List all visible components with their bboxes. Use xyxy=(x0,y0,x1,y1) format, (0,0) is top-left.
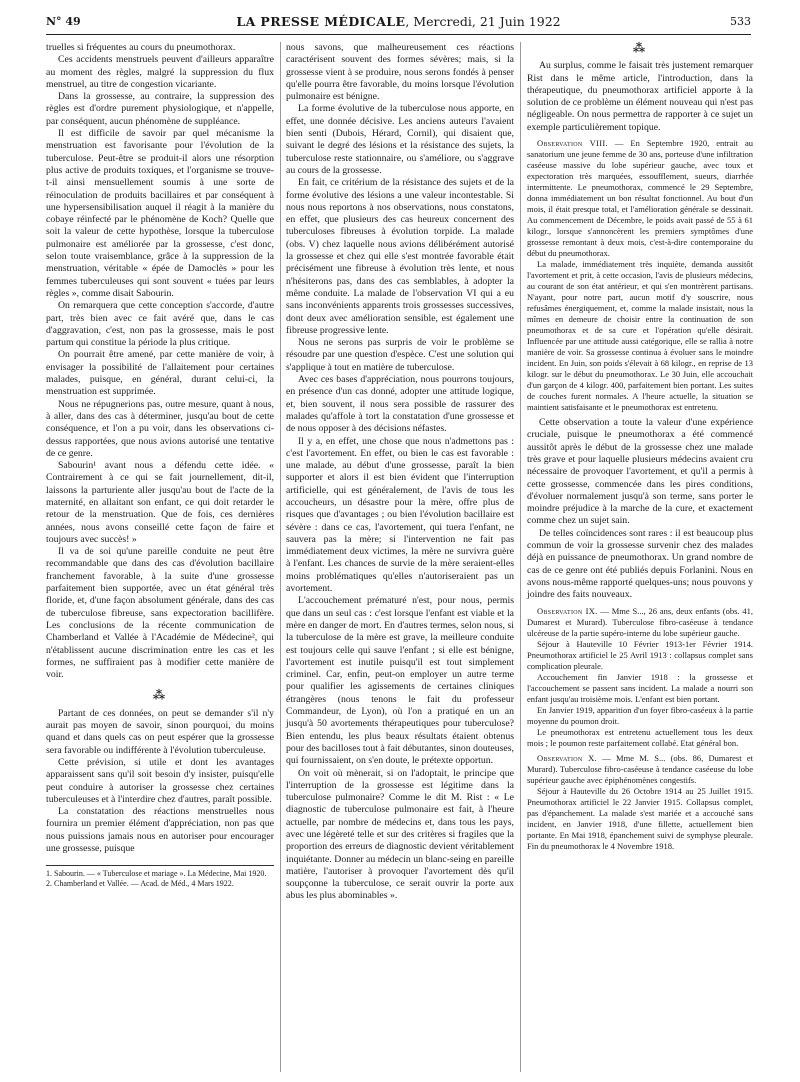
observation-text: Séjour à Hauteville du 26 Octobre 1914 au 25 Juillet 1915. Pneumothorax artificiel le 22 Janvier 1915. Collapsus complet, pas d'épanchement. La malade s'est mariée et a accouché sans incident, en Janvier 1918, d'une fillette, actuellement bien portante. En Mai 1918, épanchement suivi de symphyse pleurale. Fin du pneumothorax le 4 Novembre 1918. xyxy=(527,785,753,851)
paragraph: Nous ne répugnerions pas, outre mesure, quant à nous, à aller, dans des cas à déterminer, jusqu'au bout de cette conséquence, et l'on a pu voir, dans les observations ci-dessus rapportées, que nous avions autorisé une tentative de ce genre. xyxy=(46,398,274,459)
paragraph: Cette prévision, si utile et dont les avantages apparaissent sans qu'il soit besoin d'y insister, puisqu'elle peut conduire à autoriser la grossesse chez certaines tuberculeuses et à l'interdire chez d'autres, paraît possible. xyxy=(46,756,274,805)
observation-heading: Observation X. xyxy=(537,752,597,763)
paragraph: Cette observation a toute la valeur d'une expérience cruciale, puisque le pneumothorax a été commencé aussitôt après le début de la grossesse chez une malade très grave et pour laquelle plusieurs médecins avaient cru nécessaire de provoquer l'avortement, et qu'il a permis à cette grossesse, commencée dans les pires conditions, d'évoluer normalement jusqu'à son terme, sans porter le moindre préjudice à la marche de la cure, et exactement comme chez un sujet sain. xyxy=(527,417,753,527)
paragraph: Nous ne serons pas surpris de voir le problème se résoudre par une question d'espèce. C'est une solution qui s'applique à tout en matière de tuberculose. xyxy=(286,337,514,373)
paragraph: truelles si fréquentes au cours du pneumothorax. xyxy=(46,42,236,53)
observation-heading: Observation IX. xyxy=(537,605,598,616)
page-number: 533 xyxy=(730,15,751,28)
paragraph: On pourrait être amené, par cette manière de voir, à envisager la possibilité de l'allaitement pour certaines malades, puisque, en général, durant celui-ci, la menstruation est supprimée. xyxy=(46,349,274,398)
observation-text: Observation VIII. — En Septembre 1920, entrait au sanatorium une jeune femme de 30 ans, porteuse d'une infiltration caséeuse massive du lobe supérieur gauche, avec toux et expectoration très marquées, essoufflement, sueurs, diarrhée intermittente. Le pneumothorax, commencé le 29 Septembre, donna immédiatement un bon résultat fonctionnel. Au bout d'un mois, il était presque total, et l'amélioration générale se dessinait. Au commencement de Décembre, le poids avait passé de 55 à 61 kilogr., lorsque s'annoncèrent les premiers symptômes d'une grossesse remontant à deux mois, c'est-à-dire contemporaine du début du pneumothorax. xyxy=(527,138,754,259)
paragraph: Il y a, en effet, une chose que nous n'admettons pas : c'est l'avortement. En effet, ou bien le cas est favorable : une malade, au début d'une grossesse, paraît la bien supporter et alors il est bien évident que l'interruption artificielle, qui est généralement, de l'avis de tous les accoucheurs, un désastre pour la mère, offre plus de risques que d'avantages ; ou bien l'évolution bacillaire est sévère : dans ce cas, l'avortement, qui tuera l'enfant, ne sauvera pas la mère; si l'intervention ne fait pas immédiatement deux victimes, la mère ne survivra guère à l'enfant. Les chances de survie de la mère seraient-elles moins problématiques qu'elles n'autoriseraient pas un avortement. xyxy=(286,435,514,595)
column-1 xyxy=(46,42,274,889)
paragraph: L'accouchement prématuré n'est, pour nous, permis que dans un seul cas : c'est lorsque l'enfant est viable et la mère en danger de mort. En d'autres termes, selon nous, si la tuberculose de la mère est grave, la meilleure conduite est toujours celle qui sauve l'enfant ; si elle est bénigne, l'avortement est inutile puisqu'il est tout simplement criminel. Car, enfin, peut-on employer un autre terme pour qualifier les agissements de certaines cliniques étrangères (nous tenons le fait du professeur Commandeur, de Lyon), où l'on a pratiqué en un an jusqu'à 50 avortements thérapeutiques pour tuberculose? Bien entendu, les plus beaux résultats étaient obtenus pour des bacilloses tout à fait débutantes, sinon douteuses, qui fournissaient, on s'en doute, le prétexte opportun. xyxy=(286,595,514,767)
paragraph: La constatation des réactions menstruelles nous fournira un premier élément d'appréciation, non pas que nous puissions jamais nous en autoriser pour encourager une grossesse, puisque xyxy=(46,806,274,854)
observation-text: Accouchement fin Janvier 1918 : la grossesse et l'accouchement se passent sans incident. La malade a nourri son enfant jusqu'au troisième mois. L'enfant est bien portant. xyxy=(527,671,753,704)
footnote: 2. Chamberland et Vallée. — Acad. de Méd., 4 Mars 1922. xyxy=(46,879,234,889)
section-separator: ⁂ xyxy=(632,41,648,55)
journal-title xyxy=(46,14,751,29)
paragraph: De telles coïncidences sont rares : il est beaucoup plus commun de voir la grossesse survenir chez des malades déjà en puissance de pneumothorax. Un grand nombre de cas de ce genre ont été publiés depuis Forlanini. Nous en avons nous-même rapporté quelques-uns; nous pouvons y joindre des faits nouveaux. xyxy=(527,527,753,601)
footnote: 1. Sabourin. — « Tuberculose et mariage ». La Médecine, Mai 1920. xyxy=(46,869,267,879)
journal-name: LA PRESSE MÉDICALE xyxy=(236,14,406,29)
paragraph: On remarquera que cette conception s'accorde, d'autre part, très bien avec ce fait avéré que, dans le cas d'aggravation, c'est, non pas la grossesse, mais le post partum qui constitue la période la plus critique. xyxy=(46,300,274,349)
issue-date: , Mercredi, 21 Juin 1922 xyxy=(405,14,561,29)
paragraph: Il va de soi qu'une pareille conduite ne peut être recommandable que dans des cas d'évolution bacillaire franchement favorable, à la suite d'une grossesse parfaitement bien supportée, avec un état général très floride, et, d'une façon absolument générale, dans des cas de tuberculose fibreuse, sans expectoration bacillifère. Les conclusions de la récente communication de Chamberland et Vallée à l'Académie de Médecine², qui n'établissent aucune discrimination entre les cas et les formes, ne suffiraient pas à modifier cette manière de voir. xyxy=(46,546,274,681)
paragraph: Avec ces bases d'appréciation, nous pourrons toujours, en présence d'un cas donné, adopter une attitude logique, et, bien souvent, il nous sera possible de rassurer des malades qu'affole à tort la constatation d'une grossesse et de nous opposer à des décisions néfastes. xyxy=(286,374,514,435)
paragraph: Partant de ces données, on peut se demander s'il n'y aurait pas moyen de savoir, sinon pourquoi, du moins quand et dans quels cas on peut espérer que la grossesse sera favorable ou indifférente à l'évolution tuberculeuse. xyxy=(46,707,274,756)
observation-10 xyxy=(527,753,753,852)
paragraph: Dans la grossesse, au contraire, la suppression des règles est d'ordre purement physiologique, et n'appelle, par conséquent, aucun phénomène de suppléance. xyxy=(46,91,274,127)
column-3 xyxy=(527,42,753,856)
observation-text: Observation IX. — Mme S..., 26 ans, deux enfants (obs. 41, Dumarest et Murard). Tuberculose fibro-caséeuse à tendance ulcéreuse de la partie supéro-interne du lobe supérieur gauche. xyxy=(527,605,753,638)
observation-text: Observation X. — Mme M. S... (obs. 86, Dumarest et Murard). Tuberculose fibro-caséeuse à tendance caséeuse du lobe supérieur gauche avec épiphénomènes congestifs. xyxy=(527,752,754,785)
observation-text: Le pneumothorax est entretenu actuellement tous les deux mois ; le poumon reste parfaitement collabé. Etat général bon. xyxy=(527,726,753,748)
observation-8 xyxy=(527,138,753,413)
column-2 xyxy=(286,42,514,903)
observation-heading: Observation VIII. xyxy=(537,138,608,149)
running-header xyxy=(46,12,751,35)
issue-number: N° 49 xyxy=(46,15,81,28)
paragraph: La forme évolutive de la tuberculose nous apporte, en effet, une donnée décisive. Les anciens auteurs l'avaient bien senti (Dubois, Hérard, Cornil), qui disaient que, suivant le degré des lésions et la résistance des sujets, la tuberculose reste stationnaire, ou s'améliore, ou s'aggrave au cours de la grossesse. xyxy=(286,103,514,176)
paragraph: Sabourin¹ avant nous a défendu cette idée. « Contrairement à ce qui se fait journellement, dit-il, laissons la parturiente aller jusqu'au bout de l'acte de la maternité, en allaitant son enfant, ce qui doit retarder le retour de la menstruation. Que de fois, ces dernières années, nous avons conseillé cette façon de faire et toujours avec succès! » xyxy=(46,460,274,545)
paragraph: Au surplus, comme le faisait très justement remarquer Rist dans le même article, l'introduction, dans la thérapeutique, du pneumothorax artificiel apporte à la solution de ce problème un élément nouveau qui n'est pas négligeable. On nous permettra de rapporter à ce sujet un exemple particulièrement topique. xyxy=(527,60,753,133)
observation-text: La malade, immédiatement très inquiète, demanda aussitôt l'avortement et prit, à cette occasion, l'avis de plusieurs médecins, au courant de son état antérieur, et qui s'en montrèrent partisans. N'ayant, pour notre part, aucun motif d'y souscrire, nous refusâmes énergiquement, et, comme la malade insistait, nous la mîmes en demeure de choisir entre la continuation de son pneumothorax et de sa cure et l'opération qu'elle désirait. Influencée par une attitude aussi catégorique, elle se rallia à notre manière de voir. Sa grossesse continua à évoluer sans le moindre incident. En Juin, son poids s'élevait à 68 kilogr., en reprise de 13 kilogr. sur le début du pneumothorax. Le 30 Juin, elle accouchait d'un garçon de 4 kilogr. 400, parfaitement bien portant. Les suites de couches furent normales. A l'heure actuelle, la situation se maintient satisfaisante et le pneumothorax est entretenu. xyxy=(527,259,753,413)
observation-9 xyxy=(527,606,753,749)
paragraph: Il est difficile de savoir par quel mécanisme la menstruation est favorisante pour l'évolution de la tuberculose. Peut-être se produit-il alors une résorption plus active de produits toxiques, et l'organisme se trouve-t-il ainsi mensuellement soumis à une sorte de réinoculation de produits bacillaires et par conséquent à une hypersensibilisation auquel il réagit à la manière du cobaye réinfecté par le phénomène de Koch? Quelle que soit la valeur de cette hypothèse, lorsque la tuberculose pulmonaire est améliorée par la grossesse, c'est donc, selon toute vraisemblance, grâce à la suppression de la menstruation, véritable « épée de Damoclès » pour les femmes tuberculeuses qui sont souvent « tuées par leurs règles », comme disait Sabourin. xyxy=(46,128,274,299)
observation-text: Séjour à Hauteville 10 Février 1913-1er Février 1914. Pneumothorax artificiel le 25 Avril 1913 : collapsus complet sans complication pleurale. xyxy=(527,638,753,671)
paragraph: On voit où mènerait, si on l'adoptait, le principe que l'interruption de la grossesse est légitime dans la tuberculose pulmonaire? Comme le dit M. Rist : « Le diagnostic de tuberculose pulmonaire est fait, à l'heure actuelle, par nombre de médecins et, dans tous les pays, avec une légèreté telle et sur des critères si fragiles que la proportion des erreurs de diagnostic devient véritablement inquiétante. Donner au médecin un blanc-seing en pareille matière, l'autoriser à provoquer l'avortement dès qu'il soupçonne la tuberculose, ce serait ouvrir la porte aux abus les plus abominables ». xyxy=(286,767,514,902)
paragraph: nous savons, que malheureusement ces réactions caractérisent souvent des formes sévères; mais, si la grossesse vient à se produire, nous serons fondés à penser qu'elle pourra être favorable, du moins lorsque l'évolution pulmonaire est bénigne. xyxy=(286,42,514,103)
footnotes xyxy=(46,865,274,889)
column-rule xyxy=(520,42,521,1072)
observation-text: En Janvier 1919, apparition d'un foyer fibro-caséeux à la partie moyenne du poumon droit. xyxy=(527,704,753,726)
paragraph: Ces accidents menstruels peuvent d'ailleurs apparaître au moment des règles, malgré la suppression du flux menstruel, au titre de congestion vicariante. xyxy=(46,54,274,90)
paragraph: En fait, ce critérium de la résistance des sujets et de la forme évolutive des lésions a une valeur incontestable. Si nous nous reportons à nos observations, nous constatons, en effet, que plusieurs des cas heureux concernent des tuberculoses fibreuses à évolution torpide. La malade (obs. V) chez laquelle nous avions délibérément autorisé la grossesse et chez qui elle s'est montrée favorable était précisément une fibreuse à évolution très lente, et nous n'hésiterons pas, dans des cas semblables, à adopter la même conduite. La malade de l'observation VI qui a eu sans inconvénients apparents trois grossesses successives, dont deux avec amélioration sensible, est également une fibreuse progressive lente. xyxy=(286,177,514,336)
section-separator: ⁂ xyxy=(152,688,168,703)
column-rule xyxy=(280,42,281,1072)
